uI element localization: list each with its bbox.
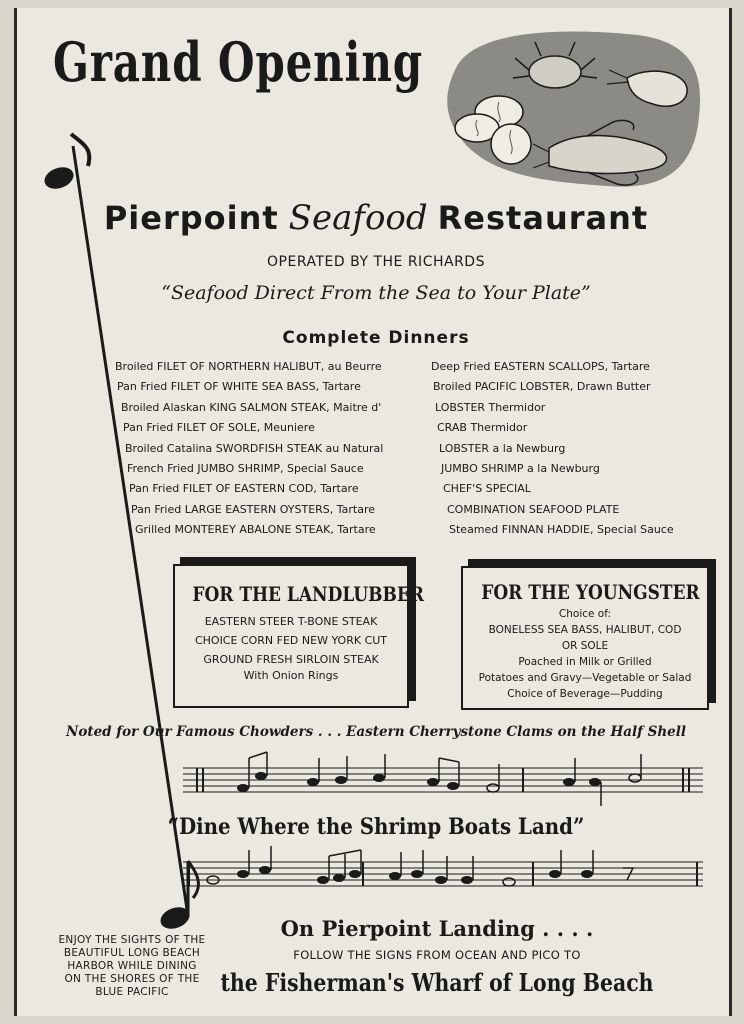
menu-item: CHEF'S SPECIAL xyxy=(443,482,531,496)
restaurant-name xyxy=(17,198,735,238)
menu-item: JUMBO SHRIMP a la Newburg xyxy=(441,462,600,476)
grand-opening-heading: Grand Opening xyxy=(53,30,423,94)
fishermans-wharf-text: the Fisherman's Wharf of Long Beach xyxy=(220,968,654,997)
menu-right-column xyxy=(431,357,674,541)
menu-item: Steamed FINNAN HADDIE, Special Sauce xyxy=(449,523,674,537)
enjoy-line: ENJOY THE SIGHTS OF THE xyxy=(58,934,206,946)
follow-signs-text: FOLLOW THE SIGNS FROM OCEAN AND PICO TO xyxy=(293,948,581,962)
chowders-note: Noted for Our Famous Chowders . . . Eastern Cherrystone Clams on the Half Shell xyxy=(65,724,686,740)
youngster-line: Choice of: xyxy=(558,608,612,620)
menu-item: French Fried JUMBO SHRIMP, Special Sauce xyxy=(127,462,364,476)
landlubber-title: FOR THE LANDLUBBER xyxy=(192,582,425,606)
enjoy-line: BLUE PACIFIC xyxy=(95,986,169,998)
youngster-title: FOR THE YOUNGSTER xyxy=(481,580,700,604)
menu-item: LOBSTER Thermidor xyxy=(435,400,546,414)
menu-item: Pan Fried FILET OF EASTERN COD, Tartare xyxy=(129,482,359,496)
operated-by: OPERATED BY THE RICHARDS xyxy=(267,254,485,270)
complete-dinners-heading: Complete Dinners xyxy=(282,328,470,348)
youngster-box xyxy=(461,566,709,710)
music-staff-icon xyxy=(183,748,703,808)
menu-item: Broiled Catalina SWORDFISH STEAK au Natural xyxy=(125,441,384,455)
restaurant-name-part2: Seafood xyxy=(288,198,428,238)
youngster-line: Choice of Beverage—Pudding xyxy=(507,688,663,700)
advertisement-page xyxy=(14,8,732,1016)
restaurant-name-part1: Pierpoint xyxy=(103,199,279,237)
landlubber-box xyxy=(173,564,425,708)
landlubber-line: With Onion Rings xyxy=(243,669,339,682)
restaurant-slogan: “Seafood Direct From the Sea to Your Plate” xyxy=(161,282,591,304)
menu-item: Pan Fried FILET OF WHITE SEA BASS, Tartare xyxy=(117,380,361,394)
menu-item: Deep Fried EASTERN SCALLOPS, Tartare xyxy=(431,360,650,373)
enjoy-line: ON THE SHORES OF THE xyxy=(64,973,200,985)
menu-item: Pan Fried FILET OF SOLE, Meuniere xyxy=(123,421,315,435)
landlubber-line: EASTERN STEER T-BONE STEAK xyxy=(204,615,378,628)
menu-item: Grilled MONTEREY ABALONE STEAK, Tartare xyxy=(135,523,376,537)
menu-item: Broiled FILET OF NORTHERN HALIBUT, au Beurre xyxy=(115,360,382,373)
pierpoint-landing-heading: On Pierpoint Landing . . . . xyxy=(280,916,594,941)
shrimp-boats-slogan: “Dine Where the Shrimp Boats Land” xyxy=(167,814,585,840)
landlubber-line: GROUND FRESH SIRLOIN STEAK xyxy=(203,653,379,666)
youngster-line: BONELESS SEA BASS, HALIBUT, COD xyxy=(488,624,682,636)
menu-left-column xyxy=(115,357,382,541)
youngster-line: Poached in Milk or Grilled xyxy=(518,656,652,668)
landlubber-line: CHOICE CORN FED NEW YORK CUT xyxy=(194,634,388,647)
menu-item: LOBSTER a la Newburg xyxy=(439,441,566,455)
restaurant-name-part3: Restaurant xyxy=(437,199,649,237)
youngster-line: Potatoes and Gravy—Vegetable or Salad xyxy=(478,672,692,684)
music-staff-icon xyxy=(183,844,703,904)
menu-item: Pan Fried LARGE EASTERN OYSTERS, Tartare xyxy=(131,502,376,516)
menu-item: CRAB Thermidor xyxy=(437,421,528,435)
menu-item: COMBINATION SEAFOOD PLATE xyxy=(447,502,620,516)
seafood-illustration-icon xyxy=(437,26,707,196)
menu-item: Broiled PACIFIC LOBSTER, Drawn Butter xyxy=(433,380,651,394)
enjoy-line: HARBOR WHILE DINING xyxy=(67,960,197,972)
enjoy-line: BEAUTIFUL LONG BEACH xyxy=(63,947,201,959)
menu-item: Broiled Alaskan KING SALMON STEAK, Maitre d' xyxy=(121,400,382,414)
youngster-line: OR SOLE xyxy=(561,640,609,652)
